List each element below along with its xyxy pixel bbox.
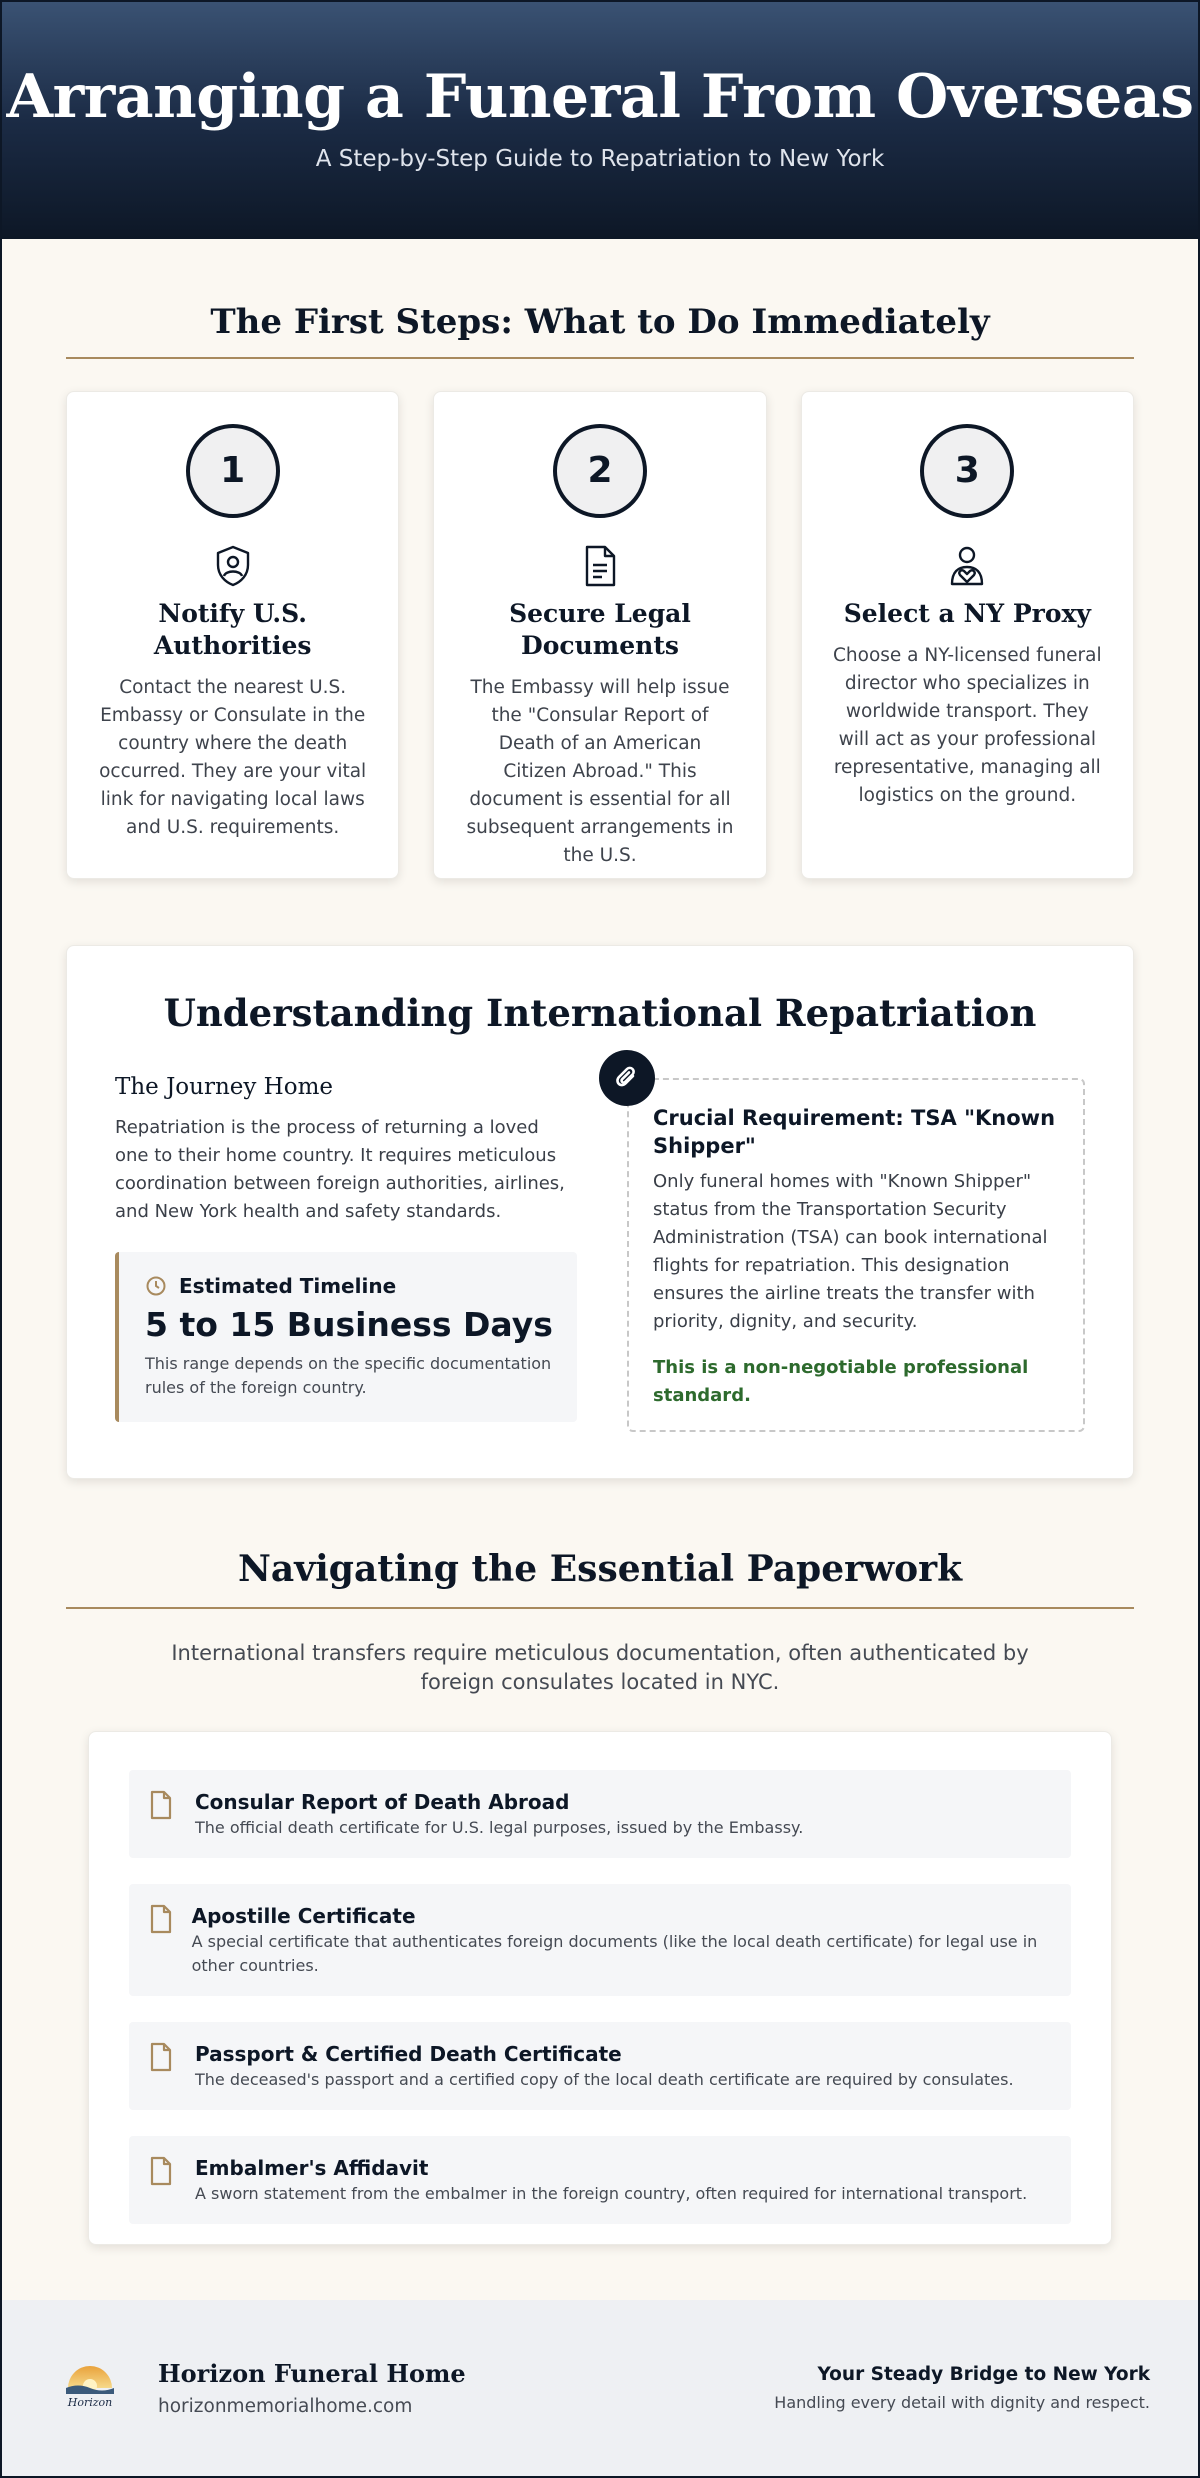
user-heart-icon — [947, 544, 987, 588]
step-card-3 — [801, 391, 1134, 879]
page-title: Arranging a Funeral From Overseas — [6, 62, 1194, 132]
step-card-1 — [66, 391, 399, 879]
footer — [2, 2300, 1198, 2476]
journey-text: Repatriation is the process of returning a loved one to their home country. It requires meticulous coordination between foreign authorities, airlines, and New York health and safety standards. — [115, 1117, 565, 1222]
step-card-2 — [433, 391, 766, 879]
document-text: The deceased's passport and a certified copy of the local death certificate are required by consulates. — [195, 2070, 1014, 2089]
step-number: 1 — [186, 424, 280, 518]
documents-card — [88, 1731, 1112, 2245]
brand-name: Horizon Funeral Home — [158, 2359, 466, 2388]
step-number: 2 — [553, 424, 647, 518]
shield-user-icon — [213, 544, 253, 588]
repatriation-card — [66, 945, 1134, 1479]
timeline-box — [115, 1252, 577, 1422]
section-divider — [66, 357, 1134, 359]
tsa-text: Only funeral homes with "Known Shipper" status from the Transportation Security Administration (TSA) can book international flights for repatriation. This designation ensures the airline treats the transfer with priority, dignity, and security. — [653, 1171, 1048, 1332]
document-text: The official death certificate for U.S. legal purposes, issued by the Embassy. — [195, 1818, 804, 1837]
tagline-sub: Handling every detail with dignity and respect. — [774, 2393, 1150, 2412]
document-text: A sworn statement from the embalmer in the foreign country, often required for international transport. — [195, 2184, 1028, 2203]
file-icon — [149, 2154, 177, 2206]
step-text: Choose a NY-licensed funeral director who specializes in worldwide transport. They will act as your professional representative, managing all logistics on the ground. — [832, 645, 1102, 806]
hero-header — [2, 2, 1198, 239]
tsa-requirement-box — [627, 1078, 1085, 1432]
step-text: The Embassy will help issue the "Consular Report of Death of an American Citizen Abroad." This document is essential for all subsequent arrangements in the U.S. — [466, 677, 734, 866]
repatriation-columns — [115, 1074, 1085, 1432]
horizon-logo — [58, 2356, 122, 2420]
step-title: Notify U.S. Authorities — [153, 599, 312, 660]
document-title: Embalmer's Affidavit — [195, 2156, 429, 2180]
paperwork-intro: International transfers require meticulous documentation, often authenticated by foreign consulates located in NYC. — [171, 1641, 1029, 1694]
tsa-heading: Crucial Requirement: TSA "Known Shipper" — [653, 1106, 1056, 1158]
step-text: Contact the nearest U.S. Embassy or Consulate in the country where the death occurred. They are your vital link for navigating local laws and U.S. requirements. — [99, 677, 367, 838]
document-text: A special certificate that authenticates foreign documents (like the local death certificate) for legal use in other countries. — [191, 1932, 1038, 1975]
paperwork-title: Navigating the Essential Paperwork — [237, 1548, 963, 1590]
document-icon — [580, 544, 620, 588]
file-icon — [149, 1788, 177, 1840]
timeline-value: 5 to 15 Business Days — [145, 1305, 553, 1344]
timeline-label: Estimated Timeline — [179, 1274, 397, 1298]
file-icon — [149, 2040, 177, 2092]
brand-block — [158, 2359, 466, 2417]
file-icon — [149, 1902, 174, 1978]
section-divider — [66, 1607, 1134, 1609]
step-number: 3 — [920, 424, 1014, 518]
journey-column — [115, 1074, 577, 1432]
brand-url[interactable]: horizonmemorialhome.com — [158, 2396, 413, 2417]
document-title: Apostille Certificate — [191, 1904, 416, 1928]
first-steps-title: The First Steps: What to Do Immediately — [210, 302, 990, 342]
document-item — [129, 2136, 1071, 2224]
document-title: Consular Report of Death Abroad — [195, 1790, 570, 1814]
clock-icon — [145, 1275, 167, 1297]
tsa-emphasis: This is a non-negotiable professional standard. — [653, 1357, 1029, 1406]
paperwork-section — [2, 1547, 1198, 2245]
journey-heading: The Journey Home — [115, 1074, 334, 1100]
document-item — [129, 1770, 1071, 1858]
document-item — [129, 1884, 1071, 1996]
page-subtitle: A Step-by-Step Guide to Repatriation to New York — [315, 146, 885, 172]
timeline-note: This range depends on the specific documentation rules of the foreign country. — [145, 1354, 552, 1397]
document-item — [129, 2022, 1071, 2110]
steps-row — [2, 391, 1198, 879]
document-title: Passport & Certified Death Certificate — [195, 2042, 622, 2066]
repatriation-title: Understanding International Repatriation — [163, 991, 1037, 1035]
timeline-header — [145, 1274, 553, 1298]
step-title: Secure Legal Documents — [509, 599, 691, 660]
first-steps-section — [2, 301, 1198, 879]
tagline-block — [774, 2364, 1150, 2412]
tagline: Your Steady Bridge to New York — [817, 2364, 1150, 2385]
logo-text: Horizon — [67, 2396, 113, 2409]
paperclip-icon — [599, 1050, 655, 1106]
step-title: Select a NY Proxy — [843, 599, 1091, 628]
